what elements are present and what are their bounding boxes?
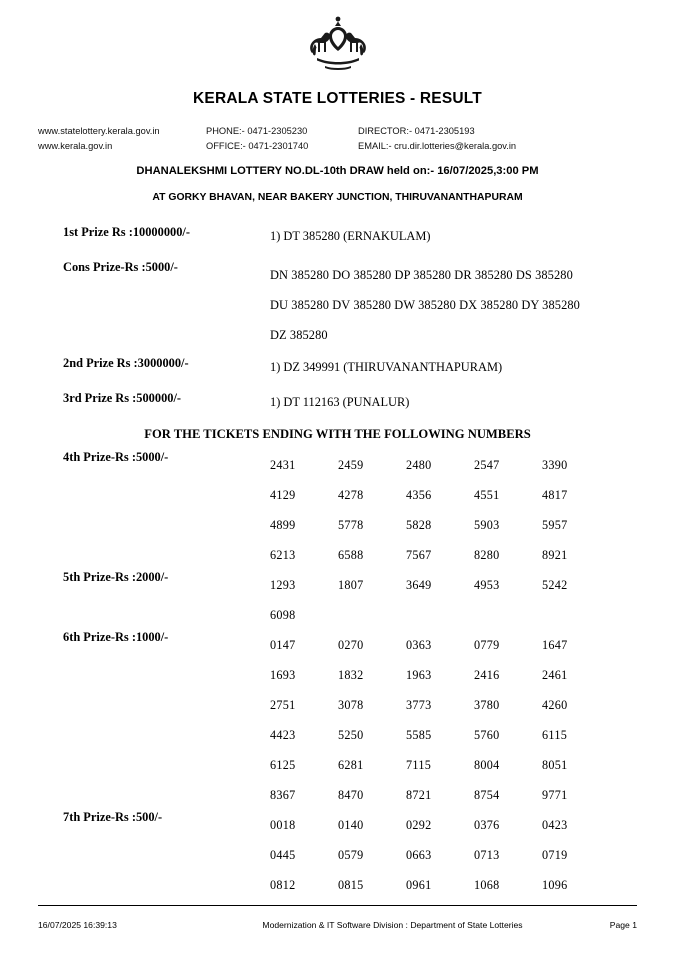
- number-cell: 6098: [270, 608, 296, 622]
- number-row: [270, 480, 637, 510]
- number-cell: 0147: [270, 638, 296, 652]
- number-cell: 4423: [270, 728, 296, 742]
- number-cell: 2751: [270, 698, 296, 712]
- number-row: [270, 510, 637, 540]
- number-cell: 8004: [474, 758, 500, 772]
- number-cell: 2480: [406, 458, 432, 472]
- prize-list: [38, 225, 637, 900]
- number-cell: 0579: [338, 848, 364, 862]
- contact-row-2: [38, 139, 637, 154]
- number-cell: 2416: [474, 668, 500, 682]
- number-cell: 7567: [406, 548, 432, 562]
- number-cell: 4551: [474, 488, 500, 502]
- footer-divider: [38, 905, 637, 906]
- second-prize-value: 1) DZ 349991 (THIRUVANANTHAPURAM): [270, 360, 503, 374]
- number-cell: 3780: [474, 698, 500, 712]
- first-prize-label: 1st Prize Rs :10000000/-: [63, 225, 190, 239]
- number-cell: 0663: [406, 848, 432, 862]
- number-row: [270, 660, 637, 690]
- contact-row-1: [38, 124, 637, 139]
- number-cell: 6125: [270, 758, 296, 772]
- second-prize-label: 2nd Prize Rs :3000000/-: [63, 356, 189, 370]
- number-cell: 6588: [338, 548, 364, 562]
- number-cell: 4260: [542, 698, 568, 712]
- number-cell: 8921: [542, 548, 568, 562]
- first-prize-value: 1) DT 385280 (ERNAKULAM): [270, 229, 431, 243]
- number-cell: 6115: [542, 728, 568, 742]
- number-cell: 3390: [542, 458, 568, 472]
- prize-block-sixth: [38, 630, 637, 810]
- third-prize-label: 3rd Prize Rs :500000/-: [63, 391, 182, 405]
- number-cell: 1693: [270, 668, 296, 682]
- number-cell: 0779: [474, 638, 500, 652]
- number-cell: 8051: [542, 758, 568, 772]
- number-cell: 4817: [542, 488, 568, 502]
- website-statelottery[interactable]: www.statelottery.kerala.gov.in: [38, 126, 160, 136]
- contact-block: [38, 124, 637, 154]
- number-cell: 6281: [338, 758, 364, 772]
- cons-line: DZ 385280: [270, 328, 328, 342]
- number-cell: 0445: [270, 848, 296, 862]
- number-row: [270, 780, 637, 810]
- number-cell: 8754: [474, 788, 500, 802]
- number-cell: 1068: [474, 878, 500, 892]
- footer-page-number: Page 1: [609, 920, 637, 930]
- cons-prize-label: Cons Prize-Rs :5000/-: [63, 260, 178, 274]
- emblem-container: [38, 0, 637, 76]
- number-row: [270, 750, 637, 780]
- cons-prize-values: [270, 260, 637, 350]
- page-title: KERALA STATE LOTTERIES - RESULT: [193, 90, 482, 107]
- prize-block-seventh: [38, 810, 637, 900]
- number-cell: 5760: [474, 728, 500, 742]
- prize-row-third: [38, 391, 637, 413]
- number-cell: 5903: [474, 518, 500, 532]
- prize-row-second: [38, 356, 637, 378]
- number-cell: 0292: [406, 818, 432, 832]
- prize-row-consolation: [38, 260, 637, 350]
- number-cell: 0018: [270, 818, 296, 832]
- number-cell: 1096: [542, 878, 568, 892]
- sixth-prize-numbers: [270, 630, 637, 810]
- prize-block-fifth: [38, 570, 637, 630]
- number-row: [270, 630, 637, 660]
- cons-line: DN 385280 DO 385280 DP 385280 DR 385280 DS 385280: [270, 268, 573, 282]
- number-cell: 5242: [542, 578, 568, 592]
- number-row: [270, 450, 637, 480]
- number-cell: 4356: [406, 488, 432, 502]
- fifth-prize-numbers: [270, 570, 637, 630]
- number-cell: 4278: [338, 488, 364, 502]
- number-cell: 2459: [338, 458, 364, 472]
- number-cell: 7115: [406, 758, 432, 772]
- number-cell: 2547: [474, 458, 500, 472]
- venue-heading: AT GORKY BHAVAN, NEAR BAKERY JUNCTION, THIRUVANANTHAPURAM: [152, 192, 523, 203]
- number-cell: 8470: [338, 788, 364, 802]
- number-cell: 8280: [474, 548, 500, 562]
- fourth-prize-label: 4th Prize-Rs :5000/-: [63, 450, 169, 464]
- number-cell: 9771: [542, 788, 568, 802]
- seventh-prize-numbers: [270, 810, 637, 900]
- page-footer: [38, 920, 637, 930]
- kerala-state-emblem-icon: [295, 14, 381, 81]
- footer-timestamp: 16/07/2025 16:39:13: [38, 920, 117, 930]
- number-row: [270, 570, 637, 600]
- number-row: [270, 540, 637, 570]
- number-cell: 0961: [406, 878, 432, 892]
- fourth-prize-numbers: [270, 450, 637, 570]
- number-cell: 5828: [406, 518, 432, 532]
- number-row: [270, 840, 637, 870]
- number-cell: 0815: [338, 878, 364, 892]
- number-cell: 4899: [270, 518, 296, 532]
- number-cell: 0812: [270, 878, 296, 892]
- sixth-prize-label: 6th Prize-Rs :1000/-: [63, 630, 169, 644]
- number-cell: 0713: [474, 848, 500, 862]
- footer-department: Modernization & IT Software Division : Department of State Lotteries: [262, 920, 523, 930]
- draw-heading: DHANALEKSHMI LOTTERY NO.DL-10th DRAW held on:- 16/07/2025,3:00 PM: [136, 165, 539, 177]
- number-cell: 3773: [406, 698, 432, 712]
- number-cell: 2431: [270, 458, 296, 472]
- number-cell: 5585: [406, 728, 432, 742]
- number-cell: 1293: [270, 578, 296, 592]
- phone-number: PHONE:- 0471-2305230: [206, 126, 308, 136]
- number-cell: 0376: [474, 818, 500, 832]
- number-cell: 8367: [270, 788, 296, 802]
- prize-block-fourth: [38, 450, 637, 570]
- number-cell: 4953: [474, 578, 500, 592]
- number-row: [270, 600, 637, 630]
- number-cell: 3649: [406, 578, 432, 592]
- website-kerala[interactable]: www.kerala.gov.in: [38, 141, 113, 151]
- fifth-prize-label: 5th Prize-Rs :2000/-: [63, 570, 169, 584]
- office-number: OFFICE:- 0471-2301740: [206, 141, 309, 151]
- number-cell: 3078: [338, 698, 364, 712]
- third-prize-value: 1) DT 112163 (PUNALUR): [270, 395, 410, 409]
- seventh-prize-label: 7th Prize-Rs :500/-: [63, 810, 163, 824]
- number-row: [270, 810, 637, 840]
- number-cell: 6213: [270, 548, 296, 562]
- number-cell: 2461: [542, 668, 568, 682]
- number-cell: 4129: [270, 488, 296, 502]
- director-number: DIRECTOR:- 0471-2305193: [358, 126, 475, 136]
- number-cell: 5250: [338, 728, 364, 742]
- number-cell: 1963: [406, 668, 432, 682]
- cons-line: DU 385280 DV 385280 DW 385280 DX 385280 DY 385280: [270, 298, 580, 312]
- number-row: [270, 720, 637, 750]
- number-row: [270, 870, 637, 900]
- number-cell: 0270: [338, 638, 364, 652]
- number-cell: 0423: [542, 818, 568, 832]
- number-cell: 0363: [406, 638, 432, 652]
- number-cell: 0140: [338, 818, 364, 832]
- number-cell: 5957: [542, 518, 568, 532]
- number-cell: 1807: [338, 578, 364, 592]
- number-cell: 1647: [542, 638, 568, 652]
- number-cell: 8721: [406, 788, 432, 802]
- prize-row-first: [38, 225, 637, 247]
- number-cell: 1832: [338, 668, 364, 682]
- number-cell: 5778: [338, 518, 364, 532]
- ending-numbers-heading: FOR THE TICKETS ENDING WITH THE FOLLOWING NUMBERS: [144, 427, 531, 441]
- number-row: [270, 690, 637, 720]
- number-cell: 0719: [542, 848, 568, 862]
- email-address[interactable]: EMAIL:- cru.dir.lotteries@kerala.gov.in: [358, 141, 517, 151]
